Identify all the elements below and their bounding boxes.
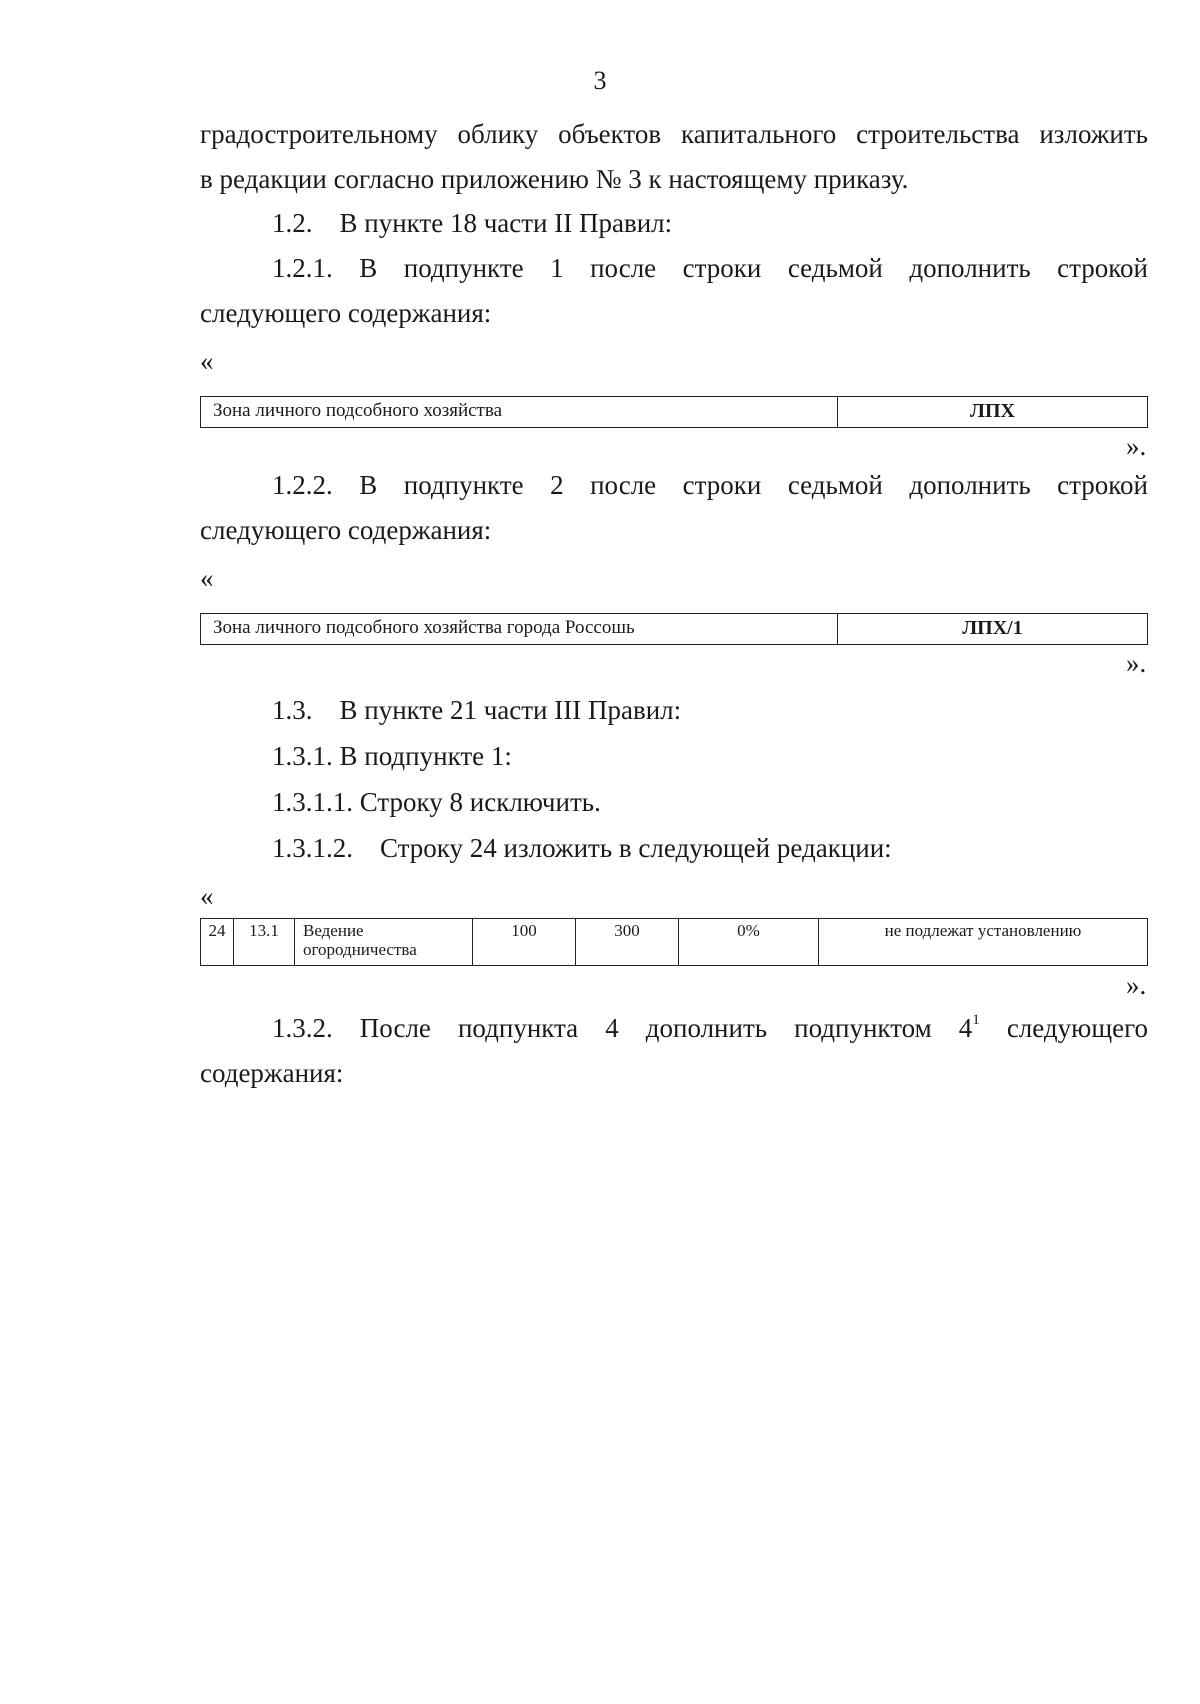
paragraph-1-2: 1.2. В пункте 18 части II Правил: <box>272 208 673 238</box>
paragraph-1-3-2-text-end: следующего <box>979 1013 1148 1043</box>
min-area-cell: 100 <box>473 919 576 966</box>
zone-name-cell: Зона личного подсобного хозяйства <box>201 397 838 428</box>
paragraph-1-line-2: в редакции согласно приложению № 3 к настоящему приказу. <box>200 164 909 194</box>
page-number: 3 <box>593 66 607 95</box>
quote-close-1: ». <box>1126 431 1147 461</box>
paragraph-1-3-1: 1.3.1. В подпункте 1: <box>272 741 512 771</box>
table-row <box>201 614 1148 645</box>
quote-open-1: « <box>200 346 214 376</box>
code-cell: 13.1 <box>234 919 295 966</box>
paragraph-1-3-1-1: 1.3.1.1. Строку 8 исключить. <box>272 787 601 817</box>
paragraph-1-3-2-line-1 <box>272 1011 1148 1045</box>
paragraph-1-2-1-line-1: 1.2.1. В подпункте 1 после строки седьмой дополнить строкой <box>272 253 1148 283</box>
land-use-table <box>200 918 1148 966</box>
zone-name-cell: Зона личного подсобного хозяйства города Россошь <box>201 614 838 645</box>
paragraph-1-3: 1.3. В пункте 21 части III Правил: <box>272 695 682 725</box>
paragraph-1-3-2-line-2: содержания: <box>200 1058 344 1088</box>
paragraph-1-2-2-line-2: следующего содержания: <box>200 515 492 545</box>
quote-open-2: « <box>200 563 214 593</box>
zone-table-1 <box>200 396 1148 428</box>
table-row <box>201 397 1148 428</box>
paragraph-1-2-1-line-2: следующего содержания: <box>200 298 492 328</box>
zone-table-2 <box>200 613 1148 645</box>
zone-code-cell: ЛПХ <box>838 397 1148 428</box>
zone-code-cell: ЛПХ/1 <box>838 614 1148 645</box>
superscript-index: 1 <box>972 1012 980 1028</box>
quote-close-2: ». <box>1126 648 1147 678</box>
quote-close-3: ». <box>1126 970 1147 1000</box>
paragraph-1-3-2-text: 1.3.2. После подпункта 4 дополнить подпунктом 4 <box>272 1013 973 1043</box>
table-row <box>201 919 1148 966</box>
paragraph-1-3-1-2: 1.3.1.2. Строку 24 изложить в следующей редакции: <box>272 833 892 863</box>
quote-open-3: « <box>200 881 214 911</box>
percent-cell: 0% <box>679 919 819 966</box>
note-cell: не подлежат установлению <box>819 919 1148 966</box>
activity-cell: Ведение огородничества <box>295 919 473 966</box>
max-area-cell: 300 <box>576 919 679 966</box>
row-number-cell: 24 <box>201 919 234 966</box>
paragraph-1-line-1: градостроительному облику объектов капитального строительства изложить <box>200 119 1148 149</box>
paragraph-1-2-2-line-1: 1.2.2. В подпункте 2 после строки седьмой дополнить строкой <box>272 470 1148 500</box>
